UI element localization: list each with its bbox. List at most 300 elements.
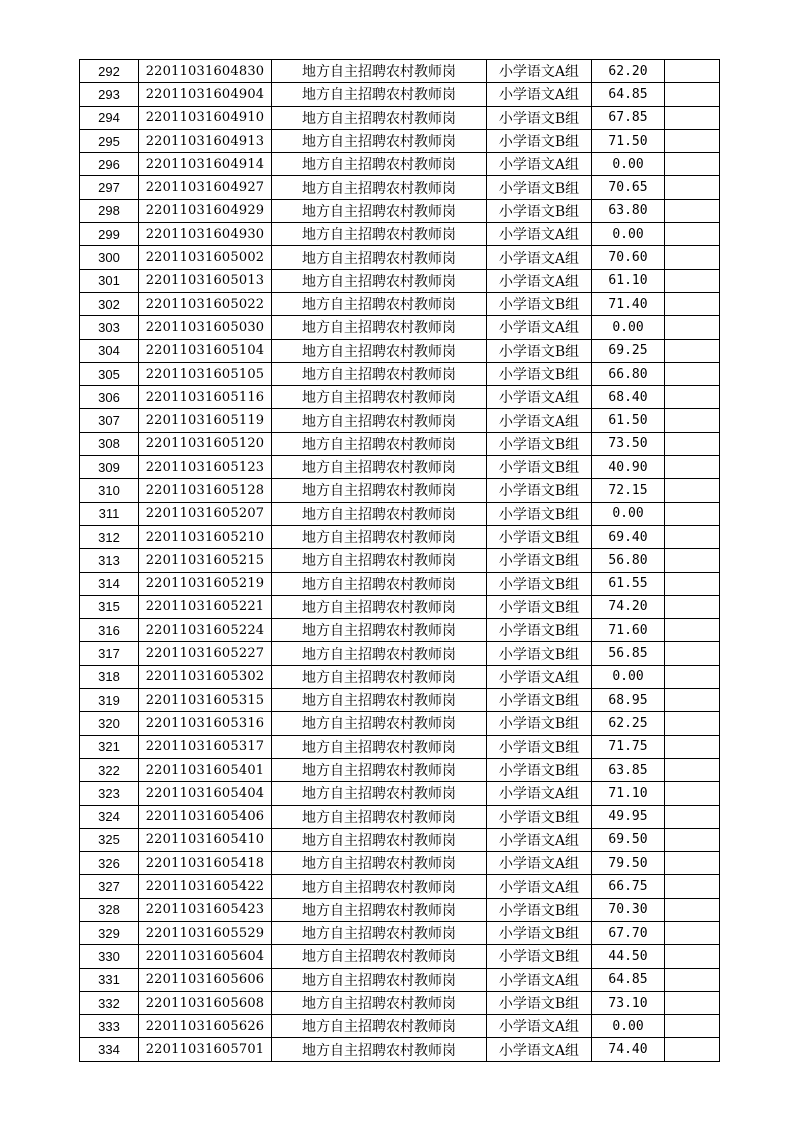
candidate-id-cell: 22011031605104 bbox=[139, 339, 272, 362]
candidate-id-cell: 22011031604930 bbox=[139, 223, 272, 246]
score-cell: 66.80 bbox=[592, 362, 665, 385]
score-cell: 70.60 bbox=[592, 246, 665, 269]
subject-group-cell: 小学语文B组 bbox=[487, 176, 592, 199]
row-number-cell: 294 bbox=[80, 106, 139, 129]
table-row bbox=[80, 595, 720, 618]
subject-group-cell: 小学语文B组 bbox=[487, 735, 592, 758]
subject-group-cell: 小学语文B组 bbox=[487, 479, 592, 502]
blank-cell bbox=[665, 758, 720, 781]
post-name-cell: 地方自主招聘农村教师岗 bbox=[272, 572, 487, 595]
post-name-cell: 地方自主招聘农村教师岗 bbox=[272, 269, 487, 292]
subject-group-cell: 小学语文B组 bbox=[487, 106, 592, 129]
table-row bbox=[80, 689, 720, 712]
candidate-id-cell: 22011031605410 bbox=[139, 828, 272, 851]
subject-group-cell: 小学语文B组 bbox=[487, 456, 592, 479]
blank-cell bbox=[665, 269, 720, 292]
candidate-id-cell: 22011031605302 bbox=[139, 665, 272, 688]
candidate-id-cell: 22011031605423 bbox=[139, 898, 272, 921]
blank-cell bbox=[665, 1015, 720, 1038]
score-cell: 63.80 bbox=[592, 199, 665, 222]
candidate-id-cell: 22011031605219 bbox=[139, 572, 272, 595]
subject-group-cell: 小学语文B组 bbox=[487, 921, 592, 944]
table-row bbox=[80, 176, 720, 199]
row-number-cell: 326 bbox=[80, 852, 139, 875]
score-cell: 71.60 bbox=[592, 619, 665, 642]
subject-group-cell: 小学语文B组 bbox=[487, 642, 592, 665]
blank-cell bbox=[665, 60, 720, 83]
table-row bbox=[80, 642, 720, 665]
table-row bbox=[80, 921, 720, 944]
subject-group-cell: 小学语文A组 bbox=[487, 409, 592, 432]
candidate-id-cell: 22011031605030 bbox=[139, 316, 272, 339]
candidate-id-cell: 22011031605529 bbox=[139, 921, 272, 944]
score-cell: 56.80 bbox=[592, 549, 665, 572]
blank-cell bbox=[665, 572, 720, 595]
candidate-id-cell: 22011031605406 bbox=[139, 805, 272, 828]
subject-group-cell: 小学语文A组 bbox=[487, 153, 592, 176]
candidate-id-cell: 22011031605317 bbox=[139, 735, 272, 758]
table-row bbox=[80, 735, 720, 758]
post-name-cell: 地方自主招聘农村教师岗 bbox=[272, 106, 487, 129]
table-row bbox=[80, 805, 720, 828]
subject-group-cell: 小学语文B组 bbox=[487, 689, 592, 712]
table-row bbox=[80, 828, 720, 851]
subject-group-cell: 小学语文A组 bbox=[487, 223, 592, 246]
blank-cell bbox=[665, 199, 720, 222]
table-row bbox=[80, 246, 720, 269]
candidate-id-cell: 22011031605119 bbox=[139, 409, 272, 432]
subject-group-cell: 小学语文B组 bbox=[487, 549, 592, 572]
score-cell: 62.25 bbox=[592, 712, 665, 735]
score-cell: 0.00 bbox=[592, 665, 665, 688]
subject-group-cell: 小学语文A组 bbox=[487, 968, 592, 991]
table-row bbox=[80, 525, 720, 548]
blank-cell bbox=[665, 945, 720, 968]
post-name-cell: 地方自主招聘农村教师岗 bbox=[272, 223, 487, 246]
candidate-id-cell: 22011031605224 bbox=[139, 619, 272, 642]
candidate-id-cell: 22011031604927 bbox=[139, 176, 272, 199]
row-number-cell: 307 bbox=[80, 409, 139, 432]
score-cell: 61.50 bbox=[592, 409, 665, 432]
post-name-cell: 地方自主招聘农村教师岗 bbox=[272, 456, 487, 479]
post-name-cell: 地方自主招聘农村教师岗 bbox=[272, 735, 487, 758]
score-cell: 68.95 bbox=[592, 689, 665, 712]
subject-group-cell: 小学语文A组 bbox=[487, 828, 592, 851]
table-row bbox=[80, 852, 720, 875]
row-number-cell: 322 bbox=[80, 758, 139, 781]
row-number-cell: 301 bbox=[80, 269, 139, 292]
post-name-cell: 地方自主招聘农村教师岗 bbox=[272, 525, 487, 548]
post-name-cell: 地方自主招聘农村教师岗 bbox=[272, 782, 487, 805]
post-name-cell: 地方自主招聘农村教师岗 bbox=[272, 362, 487, 385]
subject-group-cell: 小学语文A组 bbox=[487, 1038, 592, 1061]
table-row bbox=[80, 316, 720, 339]
score-cell: 64.85 bbox=[592, 968, 665, 991]
candidate-id-cell: 22011031605116 bbox=[139, 386, 272, 409]
row-number-cell: 292 bbox=[80, 60, 139, 83]
row-number-cell: 305 bbox=[80, 362, 139, 385]
row-number-cell: 328 bbox=[80, 898, 139, 921]
blank-cell bbox=[665, 83, 720, 106]
post-name-cell: 地方自主招聘农村教师岗 bbox=[272, 689, 487, 712]
candidate-id-cell: 22011031605315 bbox=[139, 689, 272, 712]
row-number-cell: 312 bbox=[80, 525, 139, 548]
row-number-cell: 303 bbox=[80, 316, 139, 339]
blank-cell bbox=[665, 595, 720, 618]
score-cell: 69.25 bbox=[592, 339, 665, 362]
post-name-cell: 地方自主招聘农村教师岗 bbox=[272, 945, 487, 968]
candidate-id-cell: 22011031605608 bbox=[139, 991, 272, 1014]
subject-group-cell: 小学语文B组 bbox=[487, 199, 592, 222]
blank-cell bbox=[665, 502, 720, 525]
post-name-cell: 地方自主招聘农村教师岗 bbox=[272, 968, 487, 991]
row-number-cell: 308 bbox=[80, 432, 139, 455]
post-name-cell: 地方自主招聘农村教师岗 bbox=[272, 805, 487, 828]
blank-cell bbox=[665, 619, 720, 642]
score-cell: 71.75 bbox=[592, 735, 665, 758]
table-row bbox=[80, 409, 720, 432]
post-name-cell: 地方自主招聘农村教师岗 bbox=[272, 129, 487, 152]
row-number-cell: 319 bbox=[80, 689, 139, 712]
blank-cell bbox=[665, 991, 720, 1014]
table-row bbox=[80, 223, 720, 246]
row-number-cell: 296 bbox=[80, 153, 139, 176]
row-number-cell: 306 bbox=[80, 386, 139, 409]
post-name-cell: 地方自主招聘农村教师岗 bbox=[272, 595, 487, 618]
post-name-cell: 地方自主招聘农村教师岗 bbox=[272, 758, 487, 781]
candidate-id-cell: 22011031605105 bbox=[139, 362, 272, 385]
candidate-id-cell: 22011031605215 bbox=[139, 549, 272, 572]
row-number-cell: 313 bbox=[80, 549, 139, 572]
row-number-cell: 316 bbox=[80, 619, 139, 642]
row-number-cell: 330 bbox=[80, 945, 139, 968]
post-name-cell: 地方自主招聘农村教师岗 bbox=[272, 502, 487, 525]
candidate-id-cell: 22011031605120 bbox=[139, 432, 272, 455]
post-name-cell: 地方自主招聘农村教师岗 bbox=[272, 60, 487, 83]
blank-cell bbox=[665, 712, 720, 735]
blank-cell bbox=[665, 386, 720, 409]
subject-group-cell: 小学语文B组 bbox=[487, 572, 592, 595]
table-row bbox=[80, 968, 720, 991]
subject-group-cell: 小学语文B组 bbox=[487, 805, 592, 828]
subject-group-cell: 小学语文B组 bbox=[487, 595, 592, 618]
table-row bbox=[80, 619, 720, 642]
post-name-cell: 地方自主招聘农村教师岗 bbox=[272, 852, 487, 875]
row-number-cell: 332 bbox=[80, 991, 139, 1014]
score-cell: 79.50 bbox=[592, 852, 665, 875]
blank-cell bbox=[665, 456, 720, 479]
subject-group-cell: 小学语文A组 bbox=[487, 875, 592, 898]
score-cell: 73.50 bbox=[592, 432, 665, 455]
score-cell: 44.50 bbox=[592, 945, 665, 968]
score-cell: 67.85 bbox=[592, 106, 665, 129]
score-cell: 74.40 bbox=[592, 1038, 665, 1061]
post-name-cell: 地方自主招聘农村教师岗 bbox=[272, 1015, 487, 1038]
subject-group-cell: 小学语文B组 bbox=[487, 945, 592, 968]
subject-group-cell: 小学语文B组 bbox=[487, 129, 592, 152]
post-name-cell: 地方自主招聘农村教师岗 bbox=[272, 199, 487, 222]
post-name-cell: 地方自主招聘农村教师岗 bbox=[272, 549, 487, 572]
post-name-cell: 地方自主招聘农村教师岗 bbox=[272, 176, 487, 199]
row-number-cell: 315 bbox=[80, 595, 139, 618]
score-cell: 72.15 bbox=[592, 479, 665, 502]
row-number-cell: 304 bbox=[80, 339, 139, 362]
subject-group-cell: 小学语文B组 bbox=[487, 525, 592, 548]
score-cell: 67.70 bbox=[592, 921, 665, 944]
candidate-id-cell: 22011031605604 bbox=[139, 945, 272, 968]
post-name-cell: 地方自主招聘农村教师岗 bbox=[272, 619, 487, 642]
blank-cell bbox=[665, 153, 720, 176]
table-row bbox=[80, 782, 720, 805]
row-number-cell: 297 bbox=[80, 176, 139, 199]
row-number-cell: 298 bbox=[80, 199, 139, 222]
subject-group-cell: 小学语文B组 bbox=[487, 758, 592, 781]
post-name-cell: 地方自主招聘农村教师岗 bbox=[272, 386, 487, 409]
row-number-cell: 325 bbox=[80, 828, 139, 851]
table-row bbox=[80, 758, 720, 781]
candidate-id-cell: 22011031604830 bbox=[139, 60, 272, 83]
score-cell: 0.00 bbox=[592, 316, 665, 339]
score-cell: 61.10 bbox=[592, 269, 665, 292]
blank-cell bbox=[665, 689, 720, 712]
subject-group-cell: 小学语文A组 bbox=[487, 60, 592, 83]
score-cell: 0.00 bbox=[592, 502, 665, 525]
score-cell: 71.10 bbox=[592, 782, 665, 805]
candidate-id-cell: 22011031604914 bbox=[139, 153, 272, 176]
post-name-cell: 地方自主招聘农村教师岗 bbox=[272, 828, 487, 851]
candidate-id-cell: 22011031605227 bbox=[139, 642, 272, 665]
subject-group-cell: 小学语文B组 bbox=[487, 432, 592, 455]
candidate-id-cell: 22011031605606 bbox=[139, 968, 272, 991]
table-row bbox=[80, 199, 720, 222]
candidate-id-cell: 22011031605022 bbox=[139, 292, 272, 315]
blank-cell bbox=[665, 176, 720, 199]
score-cell: 66.75 bbox=[592, 875, 665, 898]
candidate-id-cell: 22011031605123 bbox=[139, 456, 272, 479]
row-number-cell: 299 bbox=[80, 223, 139, 246]
table-row bbox=[80, 106, 720, 129]
subject-group-cell: 小学语文A组 bbox=[487, 316, 592, 339]
subject-group-cell: 小学语文A组 bbox=[487, 782, 592, 805]
row-number-cell: 331 bbox=[80, 968, 139, 991]
score-cell: 71.50 bbox=[592, 129, 665, 152]
post-name-cell: 地方自主招聘农村教师岗 bbox=[272, 712, 487, 735]
score-cell: 69.50 bbox=[592, 828, 665, 851]
blank-cell bbox=[665, 106, 720, 129]
blank-cell bbox=[665, 828, 720, 851]
post-name-cell: 地方自主招聘农村教师岗 bbox=[272, 316, 487, 339]
table-row bbox=[80, 945, 720, 968]
table-row bbox=[80, 339, 720, 362]
row-number-cell: 334 bbox=[80, 1038, 139, 1061]
table-row bbox=[80, 456, 720, 479]
blank-cell bbox=[665, 362, 720, 385]
row-number-cell: 302 bbox=[80, 292, 139, 315]
subject-group-cell: 小学语文B组 bbox=[487, 362, 592, 385]
post-name-cell: 地方自主招聘农村教师岗 bbox=[272, 409, 487, 432]
table-row bbox=[80, 362, 720, 385]
subject-group-cell: 小学语文B组 bbox=[487, 619, 592, 642]
score-cell: 56.85 bbox=[592, 642, 665, 665]
table-row bbox=[80, 1015, 720, 1038]
row-number-cell: 327 bbox=[80, 875, 139, 898]
blank-cell bbox=[665, 339, 720, 362]
blank-cell bbox=[665, 525, 720, 548]
row-number-cell: 314 bbox=[80, 572, 139, 595]
row-number-cell: 318 bbox=[80, 665, 139, 688]
post-name-cell: 地方自主招聘农村教师岗 bbox=[272, 921, 487, 944]
subject-group-cell: 小学语文A组 bbox=[487, 1015, 592, 1038]
subject-group-cell: 小学语文B组 bbox=[487, 712, 592, 735]
candidate-id-cell: 22011031605221 bbox=[139, 595, 272, 618]
score-cell: 64.85 bbox=[592, 83, 665, 106]
post-name-cell: 地方自主招聘农村教师岗 bbox=[272, 665, 487, 688]
score-cell: 69.40 bbox=[592, 525, 665, 548]
blank-cell bbox=[665, 805, 720, 828]
candidate-id-cell: 22011031605422 bbox=[139, 875, 272, 898]
row-number-cell: 293 bbox=[80, 83, 139, 106]
table-row bbox=[80, 1038, 720, 1061]
candidate-id-cell: 22011031605418 bbox=[139, 852, 272, 875]
blank-cell bbox=[665, 921, 720, 944]
post-name-cell: 地方自主招聘农村教师岗 bbox=[272, 1038, 487, 1061]
candidate-id-cell: 22011031605401 bbox=[139, 758, 272, 781]
candidate-id-cell: 22011031604913 bbox=[139, 129, 272, 152]
blank-cell bbox=[665, 246, 720, 269]
post-name-cell: 地方自主招聘农村教师岗 bbox=[272, 339, 487, 362]
row-number-cell: 317 bbox=[80, 642, 139, 665]
row-number-cell: 300 bbox=[80, 246, 139, 269]
blank-cell bbox=[665, 432, 720, 455]
table-row bbox=[80, 991, 720, 1014]
subject-group-cell: 小学语文A组 bbox=[487, 83, 592, 106]
blank-cell bbox=[665, 665, 720, 688]
post-name-cell: 地方自主招聘农村教师岗 bbox=[272, 246, 487, 269]
subject-group-cell: 小学语文A组 bbox=[487, 665, 592, 688]
subject-group-cell: 小学语文A组 bbox=[487, 386, 592, 409]
blank-cell bbox=[665, 292, 720, 315]
blank-cell bbox=[665, 549, 720, 572]
subject-group-cell: 小学语文A组 bbox=[487, 852, 592, 875]
subject-group-cell: 小学语文B组 bbox=[487, 991, 592, 1014]
subject-group-cell: 小学语文B组 bbox=[487, 502, 592, 525]
post-name-cell: 地方自主招聘农村教师岗 bbox=[272, 292, 487, 315]
table-row bbox=[80, 572, 720, 595]
score-cell: 0.00 bbox=[592, 223, 665, 246]
blank-cell bbox=[665, 735, 720, 758]
row-number-cell: 329 bbox=[80, 921, 139, 944]
blank-cell bbox=[665, 223, 720, 246]
row-number-cell: 295 bbox=[80, 129, 139, 152]
score-cell: 40.90 bbox=[592, 456, 665, 479]
table-row bbox=[80, 60, 720, 83]
score-cell: 63.85 bbox=[592, 758, 665, 781]
score-cell: 73.10 bbox=[592, 991, 665, 1014]
candidate-id-cell: 22011031604929 bbox=[139, 199, 272, 222]
subject-group-cell: 小学语文B组 bbox=[487, 339, 592, 362]
blank-cell bbox=[665, 316, 720, 339]
table-row bbox=[80, 712, 720, 735]
score-cell: 70.30 bbox=[592, 898, 665, 921]
row-number-cell: 324 bbox=[80, 805, 139, 828]
row-number-cell: 323 bbox=[80, 782, 139, 805]
candidate-id-cell: 22011031605626 bbox=[139, 1015, 272, 1038]
post-name-cell: 地方自主招聘农村教师岗 bbox=[272, 479, 487, 502]
row-number-cell: 333 bbox=[80, 1015, 139, 1038]
score-cell: 71.40 bbox=[592, 292, 665, 315]
candidate-id-cell: 22011031605002 bbox=[139, 246, 272, 269]
blank-cell bbox=[665, 1038, 720, 1061]
row-number-cell: 309 bbox=[80, 456, 139, 479]
score-cell: 68.40 bbox=[592, 386, 665, 409]
candidate-id-cell: 22011031605404 bbox=[139, 782, 272, 805]
table-row bbox=[80, 898, 720, 921]
post-name-cell: 地方自主招聘农村教师岗 bbox=[272, 432, 487, 455]
candidate-id-cell: 22011031604910 bbox=[139, 106, 272, 129]
table-row bbox=[80, 479, 720, 502]
score-cell: 62.20 bbox=[592, 60, 665, 83]
blank-cell bbox=[665, 782, 720, 805]
blank-cell bbox=[665, 409, 720, 432]
blank-cell bbox=[665, 898, 720, 921]
subject-group-cell: 小学语文B组 bbox=[487, 898, 592, 921]
score-cell: 61.55 bbox=[592, 572, 665, 595]
blank-cell bbox=[665, 642, 720, 665]
score-cell: 0.00 bbox=[592, 153, 665, 176]
candidate-id-cell: 22011031605701 bbox=[139, 1038, 272, 1061]
blank-cell bbox=[665, 875, 720, 898]
table-row bbox=[80, 502, 720, 525]
table-row bbox=[80, 665, 720, 688]
table-row bbox=[80, 386, 720, 409]
score-cell: 0.00 bbox=[592, 1015, 665, 1038]
table-row bbox=[80, 875, 720, 898]
candidate-id-cell: 22011031605013 bbox=[139, 269, 272, 292]
score-cell: 74.20 bbox=[592, 595, 665, 618]
subject-group-cell: 小学语文B组 bbox=[487, 292, 592, 315]
table-row bbox=[80, 83, 720, 106]
table-row bbox=[80, 292, 720, 315]
candidate-id-cell: 22011031605207 bbox=[139, 502, 272, 525]
candidate-id-cell: 22011031605210 bbox=[139, 525, 272, 548]
row-number-cell: 310 bbox=[80, 479, 139, 502]
candidate-id-cell: 22011031605316 bbox=[139, 712, 272, 735]
blank-cell bbox=[665, 129, 720, 152]
table-row bbox=[80, 153, 720, 176]
post-name-cell: 地方自主招聘农村教师岗 bbox=[272, 875, 487, 898]
row-number-cell: 311 bbox=[80, 502, 139, 525]
blank-cell bbox=[665, 479, 720, 502]
post-name-cell: 地方自主招聘农村教师岗 bbox=[272, 153, 487, 176]
score-cell: 49.95 bbox=[592, 805, 665, 828]
table-row bbox=[80, 129, 720, 152]
subject-group-cell: 小学语文A组 bbox=[487, 246, 592, 269]
table-row bbox=[80, 549, 720, 572]
post-name-cell: 地方自主招聘农村教师岗 bbox=[272, 642, 487, 665]
row-number-cell: 321 bbox=[80, 735, 139, 758]
table-row bbox=[80, 269, 720, 292]
score-table bbox=[79, 59, 720, 1062]
post-name-cell: 地方自主招聘农村教师岗 bbox=[272, 991, 487, 1014]
candidate-id-cell: 22011031605128 bbox=[139, 479, 272, 502]
post-name-cell: 地方自主招聘农村教师岗 bbox=[272, 898, 487, 921]
blank-cell bbox=[665, 852, 720, 875]
table-row bbox=[80, 432, 720, 455]
row-number-cell: 320 bbox=[80, 712, 139, 735]
blank-cell bbox=[665, 968, 720, 991]
score-cell: 70.65 bbox=[592, 176, 665, 199]
score-table-body bbox=[80, 60, 720, 1062]
